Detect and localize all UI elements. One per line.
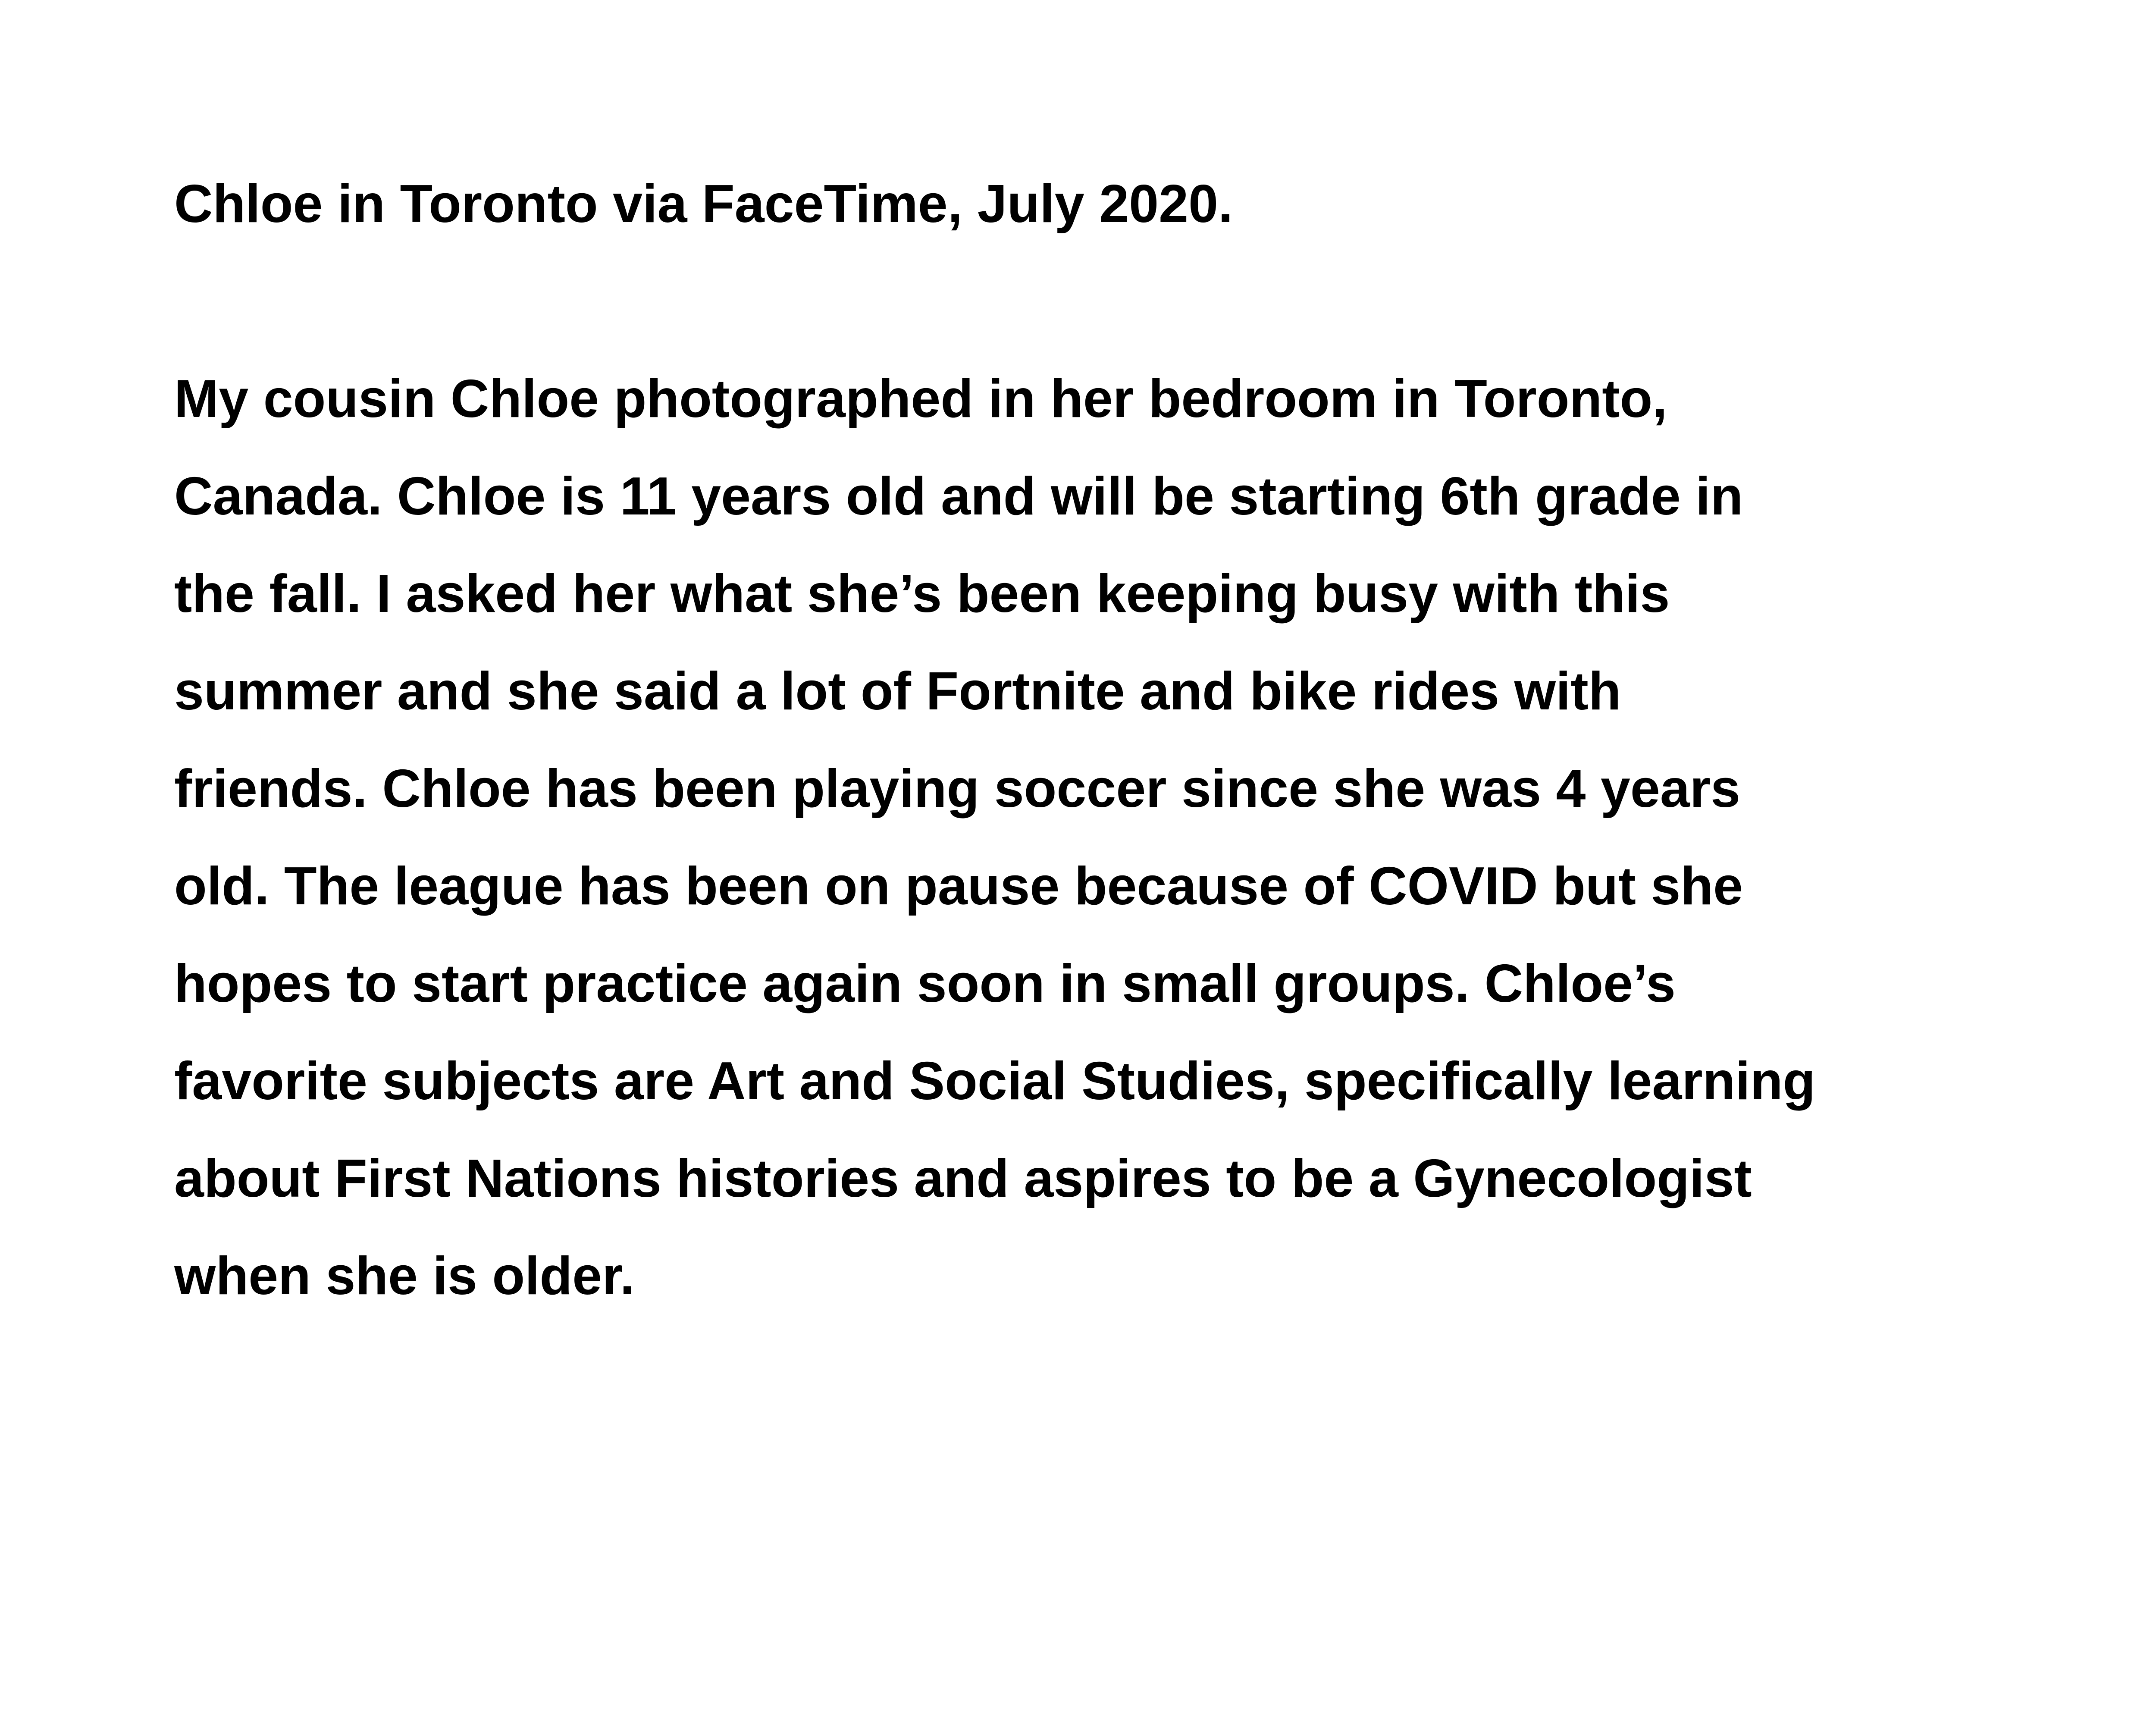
body-line: summer and she said a lot of Fortnite and bike rides with (174, 662, 1621, 721)
body-line: hopes to start practice again soon in small groups. Chloe’s (174, 954, 1676, 1013)
document-title: Chloe in Toronto via FaceTime, July 2020. (174, 174, 1233, 234)
body-line: My cousin Chloe photographed in her bedroom in Toronto, (174, 369, 1667, 429)
document-body (174, 350, 2156, 1325)
document-content (174, 155, 2156, 1325)
body-line: the fall. I asked her what she’s been keeping busy with this (174, 564, 1670, 624)
body-line: Canada. Chloe is 11 years old and will be starting 6th grade in (174, 467, 1743, 526)
body-line: friends. Chloe has been playing soccer since she was 4 years (174, 759, 1741, 819)
body-line: old. The league has been on pause because of COVID but she (174, 856, 1743, 916)
body-line: when she is older. (174, 1246, 635, 1306)
body-line: favorite subjects are Art and Social Studies, specifically learning (174, 1051, 1816, 1111)
body-line: about First Nations histories and aspires to be a Gynecologist (174, 1149, 1752, 1208)
